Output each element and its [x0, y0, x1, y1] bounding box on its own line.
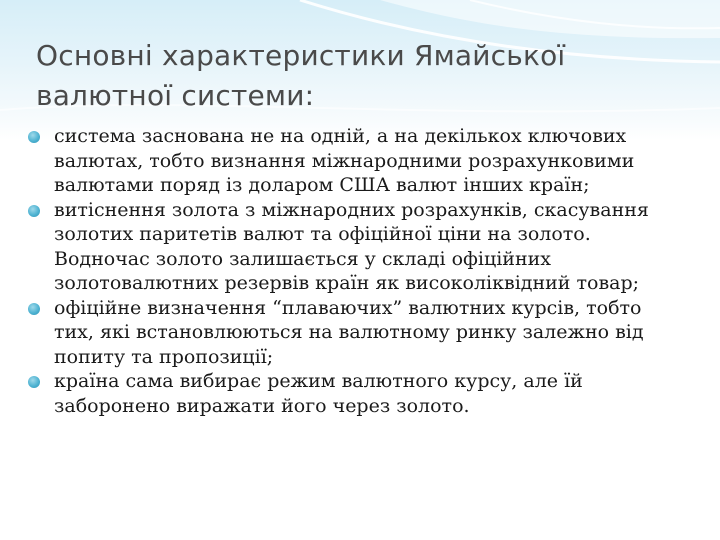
bullet-text: офіційне визначення “плаваючих” валютних курсів, тобто тих, які встановлюються на валютному ринку залежно від попиту та пропозиції; [54, 296, 644, 368]
bullet-list [24, 124, 684, 418]
slide-title: Основні характеристики Ямайської валютної системи: [36, 39, 566, 112]
list-item [24, 369, 684, 418]
bullet-dot-icon [28, 131, 40, 143]
bullet-dot-icon [28, 376, 40, 388]
list-item [24, 198, 684, 296]
bullet-dot-icon [28, 303, 40, 315]
list-item [24, 296, 684, 370]
bullet-dot-icon [28, 205, 40, 217]
bullet-text: країна сама вибирає режим валютного курсу, але їй заборонено виражати його через золото. [54, 370, 583, 417]
list-item [24, 124, 684, 198]
bullet-text: витіснення золота з міжнародних розрахунків, скасування золотих паритетів валют та офіційної ціни на золото. Водночас золото залишається у складі офіційних золотовалютних резервів країн як високоліквідний товар; [54, 198, 649, 294]
bullet-text: система заснована не на одній, а на декількох ключових валютах, тобто визнання міжнародними розрахунковими валютами поряд із доларом США валют інших країн; [54, 125, 635, 196]
